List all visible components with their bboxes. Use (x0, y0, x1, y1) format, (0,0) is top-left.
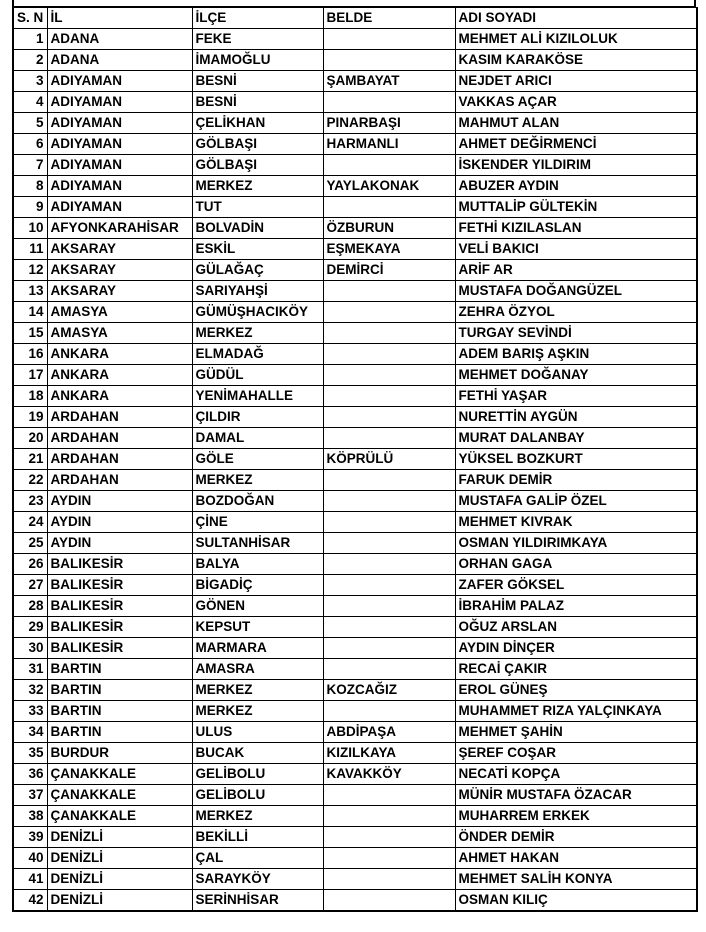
cell-adi-soyadi: MEHMET ALİ KIZILOLUK (455, 29, 697, 50)
table-row (13, 29, 697, 50)
cell-sn: 41 (13, 869, 47, 890)
cell-il: BARTIN (47, 680, 192, 701)
cell-il: ADIYAMAN (47, 71, 192, 92)
table-row (13, 764, 697, 785)
cell-sn: 10 (13, 218, 47, 239)
table-row (13, 554, 697, 575)
cell-sn: 39 (13, 827, 47, 848)
table-row (13, 386, 697, 407)
cell-belde (323, 470, 455, 491)
cell-sn: 5 (13, 113, 47, 134)
cell-adi-soyadi: AHMET DEĞİRMENCİ (455, 134, 697, 155)
cell-il: ARDAHAN (47, 449, 192, 470)
cell-belde (323, 617, 455, 638)
cell-adi-soyadi: MEHMET KIVRAK (455, 512, 697, 533)
cell-il: ADIYAMAN (47, 113, 192, 134)
cell-il: BARTIN (47, 701, 192, 722)
table-row (13, 827, 697, 848)
cell-sn: 29 (13, 617, 47, 638)
table-row (13, 197, 697, 218)
cell-sn: 18 (13, 386, 47, 407)
cell-adi-soyadi: ZAFER GÖKSEL (455, 575, 697, 596)
cell-adi-soyadi: MUSTAFA DOĞANGÜZEL (455, 281, 697, 302)
cell-adi-soyadi: MUTTALİP GÜLTEKİN (455, 197, 697, 218)
table-row (13, 92, 697, 113)
cell-sn: 33 (13, 701, 47, 722)
cell-sn: 24 (13, 512, 47, 533)
cell-il: DENİZLİ (47, 848, 192, 869)
cell-ilce: MERKEZ (192, 176, 323, 197)
cell-adi-soyadi: MUHARREM ERKEK (455, 806, 697, 827)
cell-belde (323, 197, 455, 218)
cell-adi-soyadi: ŞEREF COŞAR (455, 743, 697, 764)
cell-ilce: SULTANHİSAR (192, 533, 323, 554)
cell-sn: 32 (13, 680, 47, 701)
cell-il: AFYONKARAHİSAR (47, 218, 192, 239)
cell-sn: 17 (13, 365, 47, 386)
cell-belde (323, 155, 455, 176)
cell-sn: 40 (13, 848, 47, 869)
cell-il: DENİZLİ (47, 890, 192, 912)
cell-sn: 9 (13, 197, 47, 218)
cell-adi-soyadi: AYDIN DİNÇER (455, 638, 697, 659)
cell-adi-soyadi: MUHAMMET RIZA YALÇINKAYA (455, 701, 697, 722)
cell-il: ANKARA (47, 386, 192, 407)
cell-sn: 19 (13, 407, 47, 428)
cell-ilce: GÜLAĞAÇ (192, 260, 323, 281)
cell-ilce: GÜMÜŞHACIKÖY (192, 302, 323, 323)
cell-il: ADIYAMAN (47, 134, 192, 155)
cell-sn: 26 (13, 554, 47, 575)
table-row (13, 71, 697, 92)
cell-il: ANKARA (47, 344, 192, 365)
cell-belde: PINARBAŞI (323, 113, 455, 134)
cell-sn: 8 (13, 176, 47, 197)
table-row (13, 722, 697, 743)
cell-belde (323, 848, 455, 869)
cell-ilce: ÇAL (192, 848, 323, 869)
header-belde: BELDE (323, 8, 455, 29)
cell-sn: 6 (13, 134, 47, 155)
cell-belde: ŞAMBAYAT (323, 71, 455, 92)
cell-sn: 31 (13, 659, 47, 680)
cell-ilce: MERKEZ (192, 680, 323, 701)
cell-il: DENİZLİ (47, 869, 192, 890)
cell-ilce: BALYA (192, 554, 323, 575)
cell-belde (323, 659, 455, 680)
cell-ilce: AMASRA (192, 659, 323, 680)
cell-adi-soyadi: MEHMET ŞAHİN (455, 722, 697, 743)
cell-sn: 34 (13, 722, 47, 743)
cell-il: ADANA (47, 29, 192, 50)
cell-il: BARTIN (47, 722, 192, 743)
table-row (13, 428, 697, 449)
cell-belde (323, 785, 455, 806)
cell-belde (323, 890, 455, 912)
cell-belde (323, 806, 455, 827)
cell-ilce: ÇELİKHAN (192, 113, 323, 134)
cell-belde (323, 827, 455, 848)
cell-ilce: GÖNEN (192, 596, 323, 617)
cell-adi-soyadi: AHMET HAKAN (455, 848, 697, 869)
cell-il: BALIKESİR (47, 575, 192, 596)
cell-sn: 35 (13, 743, 47, 764)
cell-il: BALIKESİR (47, 554, 192, 575)
cell-adi-soyadi: KASIM KARAKÖSE (455, 50, 697, 71)
table-row (13, 659, 697, 680)
cell-belde: EŞMEKAYA (323, 239, 455, 260)
table-row (13, 113, 697, 134)
table-row (13, 239, 697, 260)
cell-ilce: GÖLE (192, 449, 323, 470)
table-row (13, 512, 697, 533)
cell-ilce: TUT (192, 197, 323, 218)
cell-adi-soyadi: RECAİ ÇAKIR (455, 659, 697, 680)
cell-sn: 1 (13, 29, 47, 50)
cell-adi-soyadi: MEHMET SALİH KONYA (455, 869, 697, 890)
table-row (13, 449, 697, 470)
table-row (13, 638, 697, 659)
cell-il: ANKARA (47, 365, 192, 386)
table-row (13, 617, 697, 638)
cell-belde (323, 512, 455, 533)
cell-ilce: SERİNHİSAR (192, 890, 323, 912)
cell-belde: DEMİRCİ (323, 260, 455, 281)
header-adi-soyadi: ADI SOYADI (455, 8, 697, 29)
cell-belde (323, 701, 455, 722)
cell-il: ÇANAKKALE (47, 785, 192, 806)
table-row (13, 302, 697, 323)
cell-il: ÇANAKKALE (47, 806, 192, 827)
cell-adi-soyadi: OSMAN KILIÇ (455, 890, 697, 912)
cell-adi-soyadi: ORHAN GAGA (455, 554, 697, 575)
cell-sn: 7 (13, 155, 47, 176)
cell-belde: KÖPRÜLÜ (323, 449, 455, 470)
table-row (13, 50, 697, 71)
cell-sn: 27 (13, 575, 47, 596)
cell-belde (323, 365, 455, 386)
cell-belde (323, 533, 455, 554)
table-row (13, 134, 697, 155)
cell-sn: 36 (13, 764, 47, 785)
cell-il: AKSARAY (47, 260, 192, 281)
cell-adi-soyadi: ADEM BARIŞ AŞKIN (455, 344, 697, 365)
table-row (13, 701, 697, 722)
header-ilce: İLÇE (192, 8, 323, 29)
cell-adi-soyadi: MAHMUT ALAN (455, 113, 697, 134)
cell-ilce: BOLVADİN (192, 218, 323, 239)
cell-belde (323, 428, 455, 449)
cell-sn: 38 (13, 806, 47, 827)
table-row (13, 596, 697, 617)
cell-ilce: GÖLBAŞI (192, 155, 323, 176)
cell-il: AYDIN (47, 512, 192, 533)
document-sheet (12, 0, 696, 912)
cell-adi-soyadi: NURETTİN AYGÜN (455, 407, 697, 428)
table-row (13, 848, 697, 869)
cell-ilce: MARMARA (192, 638, 323, 659)
cell-ilce: ELMADAĞ (192, 344, 323, 365)
cell-il: BARTIN (47, 659, 192, 680)
cell-sn: 16 (13, 344, 47, 365)
cell-belde (323, 344, 455, 365)
cell-adi-soyadi: İSKENDER YILDIRIM (455, 155, 697, 176)
cell-belde (323, 575, 455, 596)
cell-il: ADIYAMAN (47, 197, 192, 218)
cell-adi-soyadi: ZEHRA ÖZYOL (455, 302, 697, 323)
cell-ilce: BESNİ (192, 71, 323, 92)
cell-belde: YAYLAKONAK (323, 176, 455, 197)
cell-belde (323, 281, 455, 302)
cell-belde: KOZCAĞIZ (323, 680, 455, 701)
cell-adi-soyadi: İBRAHİM PALAZ (455, 596, 697, 617)
cell-il: ÇANAKKALE (47, 764, 192, 785)
cell-il: BALIKESİR (47, 617, 192, 638)
cell-sn: 2 (13, 50, 47, 71)
cell-ilce: BEKİLLİ (192, 827, 323, 848)
cell-adi-soyadi: MEHMET DOĞANAY (455, 365, 697, 386)
cell-ilce: ÇILDIR (192, 407, 323, 428)
cell-adi-soyadi: YÜKSEL BOZKURT (455, 449, 697, 470)
cell-il: ADIYAMAN (47, 155, 192, 176)
table-body (13, 29, 697, 912)
cell-il: ADIYAMAN (47, 176, 192, 197)
cell-sn: 28 (13, 596, 47, 617)
cell-ilce: İMAMOĞLU (192, 50, 323, 71)
cell-ilce: BUCAK (192, 743, 323, 764)
table-row (13, 806, 697, 827)
cell-ilce: BİGADİÇ (192, 575, 323, 596)
cell-sn: 21 (13, 449, 47, 470)
table-row (13, 533, 697, 554)
cell-sn: 22 (13, 470, 47, 491)
cell-il: ARDAHAN (47, 428, 192, 449)
cell-sn: 12 (13, 260, 47, 281)
cell-ilce: GELİBOLU (192, 785, 323, 806)
cell-adi-soyadi: VELİ BAKICI (455, 239, 697, 260)
cell-sn: 15 (13, 323, 47, 344)
cell-ilce: YENİMAHALLE (192, 386, 323, 407)
cell-adi-soyadi: FETHİ YAŞAR (455, 386, 697, 407)
cell-belde (323, 386, 455, 407)
cell-il: AMASYA (47, 302, 192, 323)
cell-sn: 11 (13, 239, 47, 260)
cell-belde: HARMANLI (323, 134, 455, 155)
table-row (13, 869, 697, 890)
table-row (13, 260, 697, 281)
cell-sn: 25 (13, 533, 47, 554)
cell-adi-soyadi: EROL GÜNEŞ (455, 680, 697, 701)
cell-il: DENİZLİ (47, 827, 192, 848)
cell-il: AYDIN (47, 533, 192, 554)
cell-adi-soyadi: NECATİ KOPÇA (455, 764, 697, 785)
cell-il: BALIKESİR (47, 638, 192, 659)
cell-belde (323, 869, 455, 890)
cell-adi-soyadi: NEJDET ARICI (455, 71, 697, 92)
cell-ilce: BOZDOĞAN (192, 491, 323, 512)
table-header-row (13, 8, 697, 29)
cell-sn: 20 (13, 428, 47, 449)
cell-il: AMASYA (47, 323, 192, 344)
table-row (13, 491, 697, 512)
cell-adi-soyadi: ARİF AR (455, 260, 697, 281)
cell-sn: 42 (13, 890, 47, 912)
table-row (13, 785, 697, 806)
cell-adi-soyadi: ÖNDER DEMİR (455, 827, 697, 848)
cell-ilce: MERKEZ (192, 323, 323, 344)
cell-belde (323, 302, 455, 323)
table-row (13, 575, 697, 596)
cell-adi-soyadi: MUSTAFA GALİP ÖZEL (455, 491, 697, 512)
cell-ilce: SARAYKÖY (192, 869, 323, 890)
table-row (13, 407, 697, 428)
cell-il: BURDUR (47, 743, 192, 764)
cell-belde: ÖZBURUN (323, 218, 455, 239)
cell-ilce: BESNİ (192, 92, 323, 113)
cell-adi-soyadi: ABUZER AYDIN (455, 176, 697, 197)
cell-il: AYDIN (47, 491, 192, 512)
cell-belde (323, 323, 455, 344)
cell-il: AKSARAY (47, 239, 192, 260)
cell-sn: 23 (13, 491, 47, 512)
table-row (13, 470, 697, 491)
cell-ilce: ÇİNE (192, 512, 323, 533)
cell-sn: 3 (13, 71, 47, 92)
table-row (13, 890, 697, 912)
cell-sn: 13 (13, 281, 47, 302)
cell-il: ARDAHAN (47, 407, 192, 428)
cell-sn: 37 (13, 785, 47, 806)
cell-adi-soyadi: TURGAY SEVİNDİ (455, 323, 697, 344)
table-row (13, 176, 697, 197)
cell-sn: 30 (13, 638, 47, 659)
mayors-table (12, 7, 698, 912)
header-il: İL (47, 8, 192, 29)
cell-ilce: MERKEZ (192, 701, 323, 722)
cell-adi-soyadi: OĞUZ ARSLAN (455, 617, 697, 638)
cropped-top-border (12, 0, 696, 7)
cell-adi-soyadi: OSMAN YILDIRIMKAYA (455, 533, 697, 554)
cell-adi-soyadi: FETHİ KIZILASLAN (455, 218, 697, 239)
cell-sn: 4 (13, 92, 47, 113)
cell-ilce: ESKİL (192, 239, 323, 260)
cell-belde (323, 407, 455, 428)
table-row (13, 344, 697, 365)
header-sn: S. N (13, 8, 47, 29)
cell-ilce: FEKE (192, 29, 323, 50)
cell-adi-soyadi: FARUK DEMİR (455, 470, 697, 491)
cell-ilce: MERKEZ (192, 806, 323, 827)
cell-ilce: MERKEZ (192, 470, 323, 491)
cell-il: ADANA (47, 50, 192, 71)
table-row (13, 365, 697, 386)
table-row (13, 281, 697, 302)
table-row (13, 680, 697, 701)
cell-adi-soyadi: MURAT DALANBAY (455, 428, 697, 449)
cell-ilce: GÜDÜL (192, 365, 323, 386)
cell-belde (323, 29, 455, 50)
table-row (13, 743, 697, 764)
cell-belde (323, 491, 455, 512)
cell-belde (323, 596, 455, 617)
cell-il: ARDAHAN (47, 470, 192, 491)
cell-il: ADIYAMAN (47, 92, 192, 113)
table-row (13, 323, 697, 344)
cell-ilce: KEPSUT (192, 617, 323, 638)
cell-belde: KAVAKKÖY (323, 764, 455, 785)
cell-belde (323, 50, 455, 71)
cell-il: AKSARAY (47, 281, 192, 302)
cell-belde: ABDİPAŞA (323, 722, 455, 743)
cell-adi-soyadi: VAKKAS AÇAR (455, 92, 697, 113)
cell-ilce: GELİBOLU (192, 764, 323, 785)
cell-ilce: ULUS (192, 722, 323, 743)
cell-adi-soyadi: MÜNİR MUSTAFA ÖZACAR (455, 785, 697, 806)
table-row (13, 218, 697, 239)
cell-sn: 14 (13, 302, 47, 323)
cell-belde (323, 638, 455, 659)
cell-belde (323, 554, 455, 575)
cell-belde: KIZILKAYA (323, 743, 455, 764)
cell-belde (323, 92, 455, 113)
cell-ilce: DAMAL (192, 428, 323, 449)
cell-il: BALIKESİR (47, 596, 192, 617)
cell-ilce: GÖLBAŞI (192, 134, 323, 155)
cell-ilce: SARIYAHŞİ (192, 281, 323, 302)
table-row (13, 155, 697, 176)
